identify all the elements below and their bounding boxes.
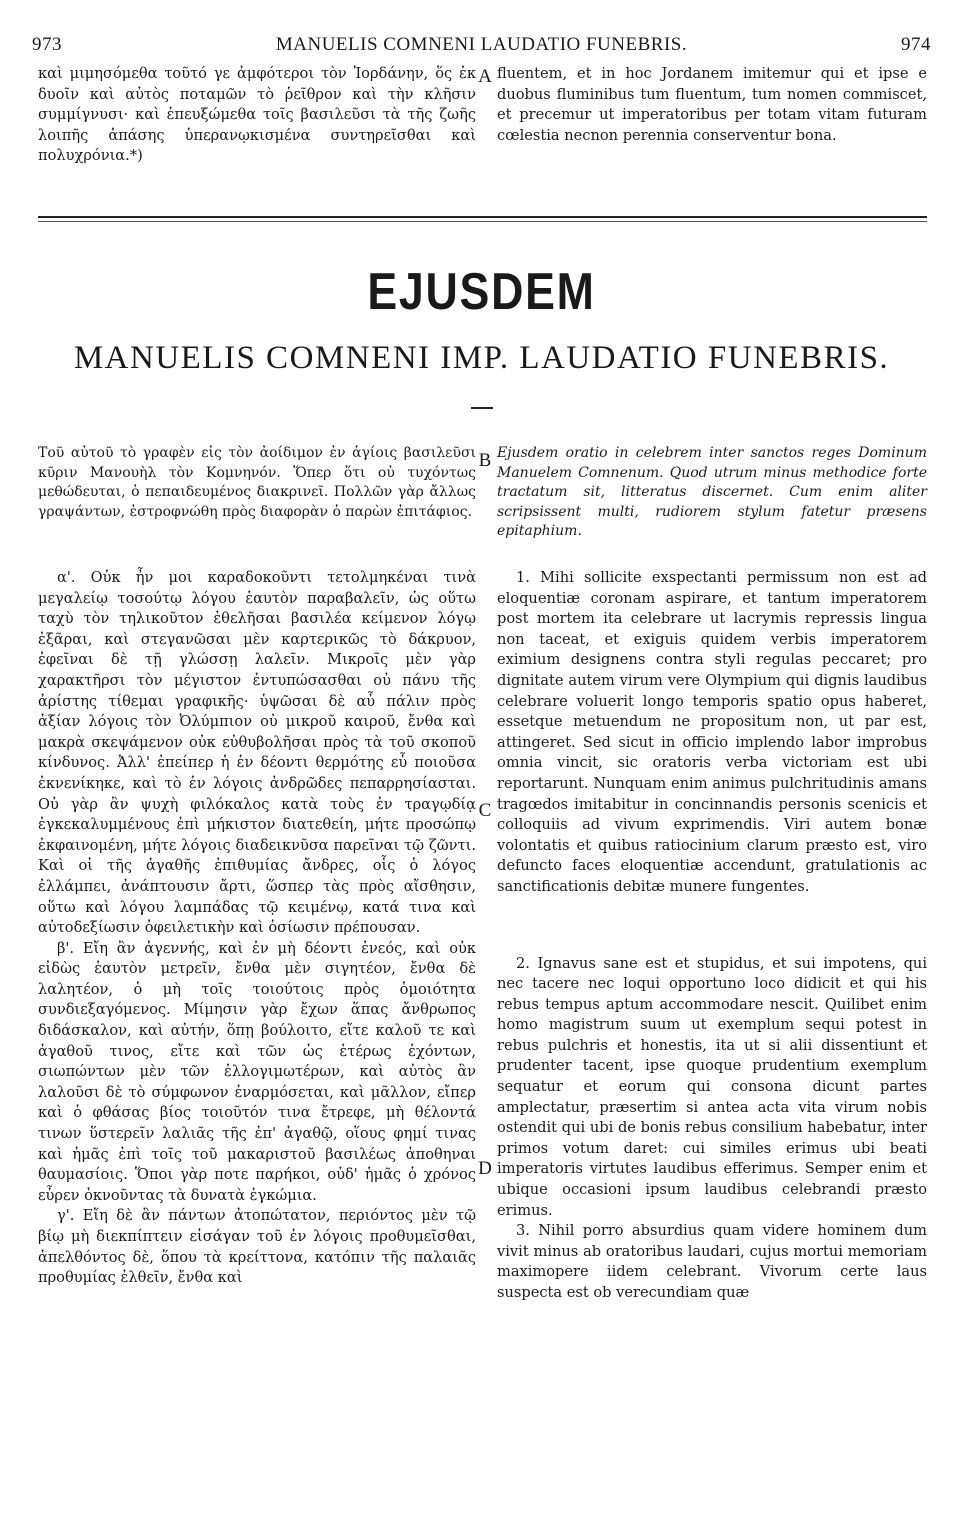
page-number-right: 974 xyxy=(901,34,931,55)
main-title: EJUSDEM xyxy=(367,263,596,321)
section-rule-thick xyxy=(38,216,927,218)
greek-paragraph-3: γ'. Εἴη δὲ ἂν πάντων ἀτοπώτατον, περιόντος μὲν τῷ βίῳ μὴ διεκπίπτειν εἰσάγαν τοῦ ἐν λόγοις προθυμεῖσθαι, ἀπελθόντος δὲ, ὅπου τὰ κρείττονα, κατόπιν τῆς παλαιᾶς προθυμίας ἐλθεῖν, ἔνθα καὶ xyxy=(38,1207,476,1287)
latin-paragraph-1: 1. Mihi sollicite exspectanti permissum non est ad eloquentiæ coronam aspirare, et tantum imperatorem post mortem ita celebrare ut lacrymis repressis lingua non taceat, et exiguis quidem verbis imperatorem eximium designens contra styli regulas peccaret; pro dignitate autem virum vere Olympium qui dignis laudibus celebrare voluerit longo temporis spatio opus haberet, essetque metuendum ne propositum non, ut par est, attingeret. Sed sicut in officio implendo labor improbus omnia vincit, sic oratoris verba victoriam est ubi reportarunt. Nunquam enim animus pulchritudinis amans tragœdos imitabitur in concinnandis personis scenicis et colloquiis ad vivum exprimendis. Viri autem bonæ volontatis et quibus ratiocinium clarum præsto est, viro defuncto faces eloquentiæ accendunt, gratulationis ac sanctificationis debitæ munere fungentes. xyxy=(497,569,927,895)
greek-intro-paragraph: Τοῦ αὐτοῦ τὸ γραφὲν εἰς τὸν ἀοίδιμον ἐν ἁγίοις βασιλεῦσι κῦριν Μανουὴλ τὸν Κομνηνόν. Ὅπερ ὅτι οὐ τυχόντως μεθώδευται, ὁ πεπαιδευμένος διακρινεῖ. Πολλῶν γὰρ ἄλλως γραψάντων, ἐστροφνώθη πρὸς διαφορὰν ὁ παρὼν ἐπιτάφιος. xyxy=(38,445,476,520)
margin-letter-c: C xyxy=(478,800,492,821)
greek-paragraph-1: α'. Οὐκ ἦν μοι καραδοκοῦντι τετολμηκέναι τινὰ μεγαλείῳ τοσούτῳ λόγου ἑαυτὸν παραβαλεῖν, ὡς οὕτω ταχὺ τὸν τηλικοῦτον ἐθελῆσαι βασιλέα κείμενον λόγῳ ἐξᾶραι, καὶ στεγανῶσαι μὲν καρτερικῶς τὸ δάκρυον, ἐφεῖναι δὲ τῇ γλώσσῃ λαλεῖν. Μικροῖς μὲν γὰρ χαρακτῆρσι τὸν μέγιστον ἐντυπώσασθαι οὐ πάνυ τῆς ἀρίστης τίθεμαι γραφικῆς· ὑψῶσαι δὲ αὖ πάλιν πρὸς ἀξίαν λόγοις τὸν Ὀλύμπιον οὐ μικροῦ καιροῦ, ἔνθα καὶ μακρὰ σκεψάμενον οὐκ εὐθυβολῆσαι πρὸς τὰ τοῦ σκοποῦ κίνδυνος. Ἀλλ' ἐπείπερ ἡ ἐν δέοντι θερμότης εὖ ποιοῦσα ἐκνενίκηκε, καὶ τὸ ἐν λόγοις ἀνδρῶδες πεπαρρησίασται. Οὐ γὰρ ἂν ψυχὴ φιλόκαλος κατὰ τοὺς ἐν τραγῳδίᾳ ἐγκεκαλυμμένους ἐπὶ μήκιστον διατεθείη, μήτε προσώπῳ ἐκφαινομένη, μήτε λόγοις διαδεικνῦσα παρεῖναι τῷ ζῶντι. Καὶ οἱ τῆς ἀγαθῆς ἐπιθυμίας ἄνδρες, οἷς ὁ λόγος ἐλλάμπει, ἀνάπτουσιν ἄρτι, ὥσπερ τὰς πρὸς αἴσθησιν, οὕτω καὶ λόγου λαμπάδας τῷ κειμένῳ, κατά τινα καὶ αὐτοδεξίωσιν ὀφειλετικὴν καὶ ὁσίωσιν πρέπουσαν. xyxy=(38,569,476,937)
margin-letter-a: A xyxy=(478,66,492,87)
paragraph-gap xyxy=(497,898,927,954)
latin-paragraph-2: 2. Ignavus sane est et stupidus, et sui impotens, qui nec tacere nec loqui opportuno loco didicit et qui his rebus tempus aptum accommodare nescit. Quilibet enim homo magistrum suum ut exemplum sequi potest in rebus pulchris et honestis, ita ut si alii dissentiunt et prudenter tacent, ipse quoque prudentium exemplum sequatur et eorum qui consona dicunt partes amplectatur, præsertim si antea acta vita virum nobis ostendit qui ubi de bonis rebus consilium habebatur, inter primos votum daret: cui similes erimus ubi beati imperatoris virtutes laudibus efferimus. Semper enim et ubique occasioni ipsum laudibus celebrandi præsto erimus. xyxy=(497,954,927,1219)
sub-title: MANUELIS COMNENI IMP. LAUDATIO FUNEBRIS. xyxy=(73,340,890,376)
greek-intro xyxy=(38,444,476,522)
greek-body xyxy=(38,568,476,1289)
page-number-left: 973 xyxy=(32,34,62,55)
title-dash xyxy=(471,407,493,409)
latin-intro xyxy=(497,444,927,542)
latin-intro-paragraph: Ejusdem oratio in celebrem inter sanctos reges Dominum Manuelem Comnenum. Quod utrum minus methodice forte tractatum sit, litteratus discernet. Cum enim aliter scripsissent multi, rudiorem stylum fatetur præsens epitaphium. xyxy=(497,445,927,539)
latin-body xyxy=(497,568,927,1304)
greek-top-paragraph: καὶ μιμησόμεθα τοῦτό γε ἀμφότεροι τὸν Ἰορδάνην, ὅς ἐκ δυοῖν καὶ αὐτὸς ποταμῶν τὸ ῥεῖθρον καὶ τὴν κλῆσιν συμμίγνυσι· καὶ ἐπευξώμεθα τοῖς βασιλεῦσι τὰ τῆς ζωῆς λοιπῆς ἁπάσης ὑπερανῳκισμένα συντηρεῖσθαι καὶ πολυχρόνια.*) xyxy=(38,65,476,165)
latin-paragraph-3: 3. Nihil porro absurdius quam videre hominem dum vivit minus ab oratoribus laudari, cujus mortui memoriam maximopere iidem celebrant. Vivorum certe laus suspecta est ob verecundiam quæ xyxy=(497,1222,927,1301)
running-header xyxy=(32,34,931,56)
greek-paragraph-2: β'. Εἴη ἂν ἀγεννής, καὶ ἐν μὴ δέοντι ἐνεός, καὶ οὐκ εἰδὼς ἑαυτὸν μετρεῖν, ἔνθα μὲν σιγητέον, ἔνθα δὲ λαλητέον, ὁ μὴ τοῖς τοιούτοις πρὸς ὁμοιότητα συνδιεξαγόμενος. Μίμησιν γὰρ ἔχων ἅπας ἄνθρωπος διδάσκαλον, καὶ αὐτήν, ὅπῃ βούλοιτο, εἴτε καλοῦ τε καὶ ἀγαθοῦ τινος, εἴτε καὶ τῶν ὡς ἑτέρως ἐχόντων, σιωπώντων μὲν τῶν ἐλλογιμωτέρων, καὶ αὐτὸς ἂν λαλοῦσι δὲ τὸ σύμφωνον ἐναρμόσεται, καὶ μᾶλλον, εἴπερ καὶ ὁ φθάσας βίος τοιοῦτόν τινα ἔτρεφε, μὴ θέλοντά τινων ὕστερεῖν λαλιᾶς τῆς ἐπ' ἀγαθῷ, οἵους φημί τινας καὶ ἡμᾶς ἐπὶ τοῖς τοῦ μακαριστοῦ βασιλέως ἀποθηναι θαυμασίοις. Ὅποι γὰρ ποτε παρήκοι, οὐδ' ἡμᾶς ὁ χρόνος εὗρεν ὀκνοῦντας τὰ δυνατὰ ἐγκώμια. xyxy=(38,939,476,1204)
latin-top-paragraph: fluentem, et in hoc Jordanem imitemur qui et ipse e duobus fluminibus tum fluentum, tum nomen commiscet, et precemur ut imperatoribus per totam vitam futuram cœlestia necnon perennia conserventur bona. xyxy=(497,65,927,144)
margin-letter-b: B xyxy=(478,450,492,471)
greek-top-text xyxy=(38,64,476,167)
margin-letter-d: D xyxy=(478,1158,492,1179)
section-rule-thin xyxy=(38,221,927,222)
running-title: MANUELIS COMNENI LAUDATIO FUNEBRIS. xyxy=(275,34,688,55)
latin-top-text xyxy=(497,64,927,146)
